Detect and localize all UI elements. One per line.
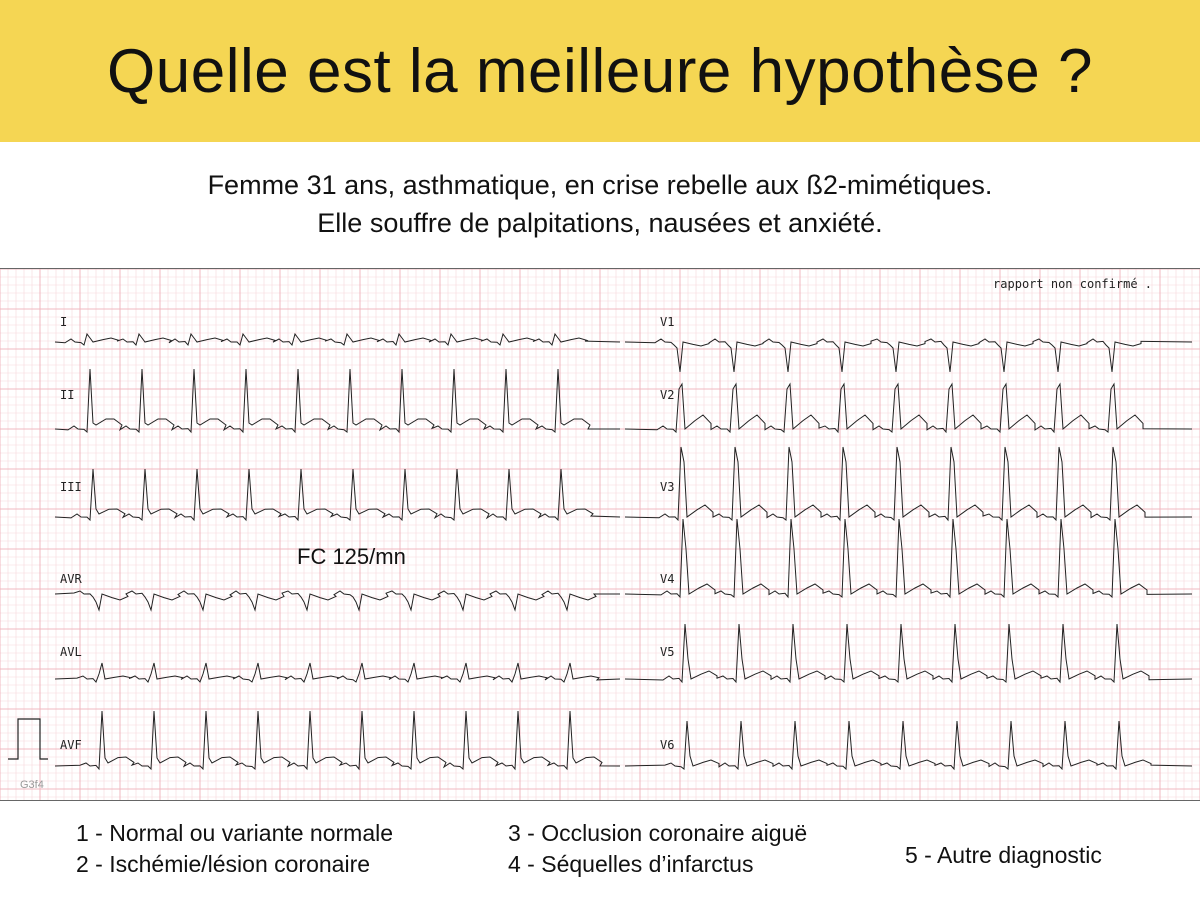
lead-label-V5: V5 [660, 645, 675, 659]
ecg-trace-III [55, 469, 620, 520]
answer-option-3: 3 - Occlusion coronaire aiguë [508, 820, 808, 846]
ecg-strip [0, 268, 1200, 801]
case-line-2: Elle souffre de palpitations, nausées et anxiété. [317, 208, 883, 238]
ecg-trace-V6 [625, 721, 1192, 769]
lead-label-III: III [60, 480, 82, 494]
lead-label-V2: V2 [660, 388, 675, 402]
ecg-trace-I [55, 334, 620, 345]
lead-label-I: I [60, 315, 68, 329]
lead-label-AVR: AVR [60, 572, 82, 586]
lead-label-V6: V6 [660, 738, 675, 752]
title-banner [0, 0, 1200, 142]
ecg-trace-AVR [55, 591, 620, 610]
lead-label-AVF: AVF [60, 738, 82, 752]
ecg-trace-V1 [625, 339, 1192, 372]
answer-option-5: 5 - Autre diagnostic [905, 842, 1102, 868]
report-status: rapport non confirmé . [993, 277, 1152, 291]
ecg-tracing [0, 269, 1200, 800]
lead-label-V4: V4 [660, 572, 675, 586]
ecg-trace-II [55, 369, 620, 432]
answer-option-1: 1 - Normal ou variante normale [76, 820, 394, 846]
ecg-grid-major [0, 269, 1200, 800]
lead-label-AVL: AVL [60, 645, 82, 659]
heart-rate-label: FC 125/mn [297, 544, 406, 569]
answer-option-2: 2 - Ischémie/lésion coronaire [76, 851, 371, 877]
lead-label-V3: V3 [660, 480, 675, 494]
ecg-trace-V2 [625, 384, 1192, 432]
ecg-watermark: G3f4 [20, 779, 44, 791]
lead-label-V1: V1 [660, 315, 675, 329]
ecg-trace-AVL [55, 663, 620, 682]
case-line-1: Femme 31 ans, asthmatique, en crise rebelle aux ß2-mimétiques. [207, 170, 993, 200]
ecg-trace-AVF [55, 711, 620, 769]
case-description [0, 166, 1200, 242]
answers-col-3 [905, 840, 1102, 871]
answers-col-2 [508, 818, 807, 880]
answers-col-1 [76, 818, 393, 880]
answer-option-4: 4 - Séquelles d’infarctus [508, 851, 754, 877]
lead-label-II: II [60, 388, 75, 402]
page-title: Quelle est la meilleure hypothèse ? [107, 36, 1093, 106]
ecg-trace-V4 [625, 519, 1192, 597]
